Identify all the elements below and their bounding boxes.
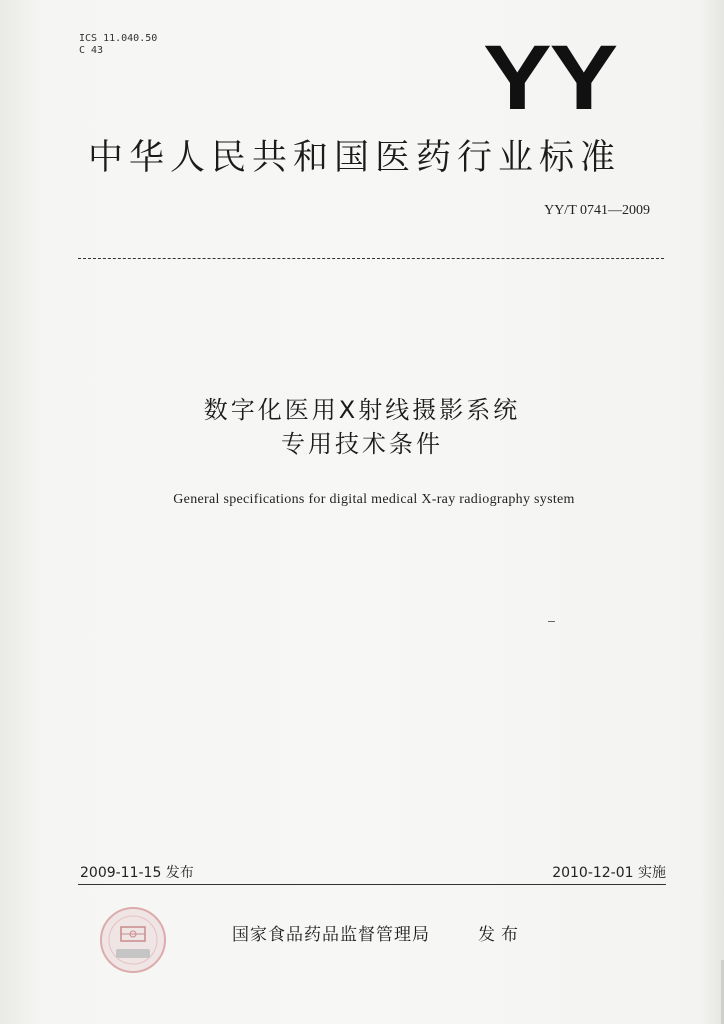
scan-mark (548, 621, 555, 622)
publish-label: 发布 (478, 925, 524, 945)
header-divider (78, 258, 664, 259)
issue-date: 2009-11-15 发布 (80, 865, 194, 881)
title-line-1: 数字化医用X射线摄影系统 (203, 396, 521, 424)
official-seal-icon (98, 905, 168, 975)
ccs-code: C 43 (79, 45, 104, 56)
standard-brand-logo: YY (483, 27, 616, 129)
standard-number: YY/T 0741—2009 (544, 203, 650, 218)
document-title-chinese (0, 393, 724, 461)
footer-divider (78, 884, 666, 885)
classification-codes (79, 33, 157, 57)
implementation-date: 2010-12-01 实施 (552, 865, 666, 881)
ics-code: ICS 11.040.50 (79, 33, 158, 44)
issuing-standard-category: 中华人民共和国医药行业标准 (88, 138, 622, 178)
publisher-name: 国家食品药品监督管理局 (232, 925, 430, 945)
document-title-english: General specifications for digital medical X-ray radiography system (173, 492, 575, 507)
title-line-2: 专用技术条件 (281, 430, 443, 458)
